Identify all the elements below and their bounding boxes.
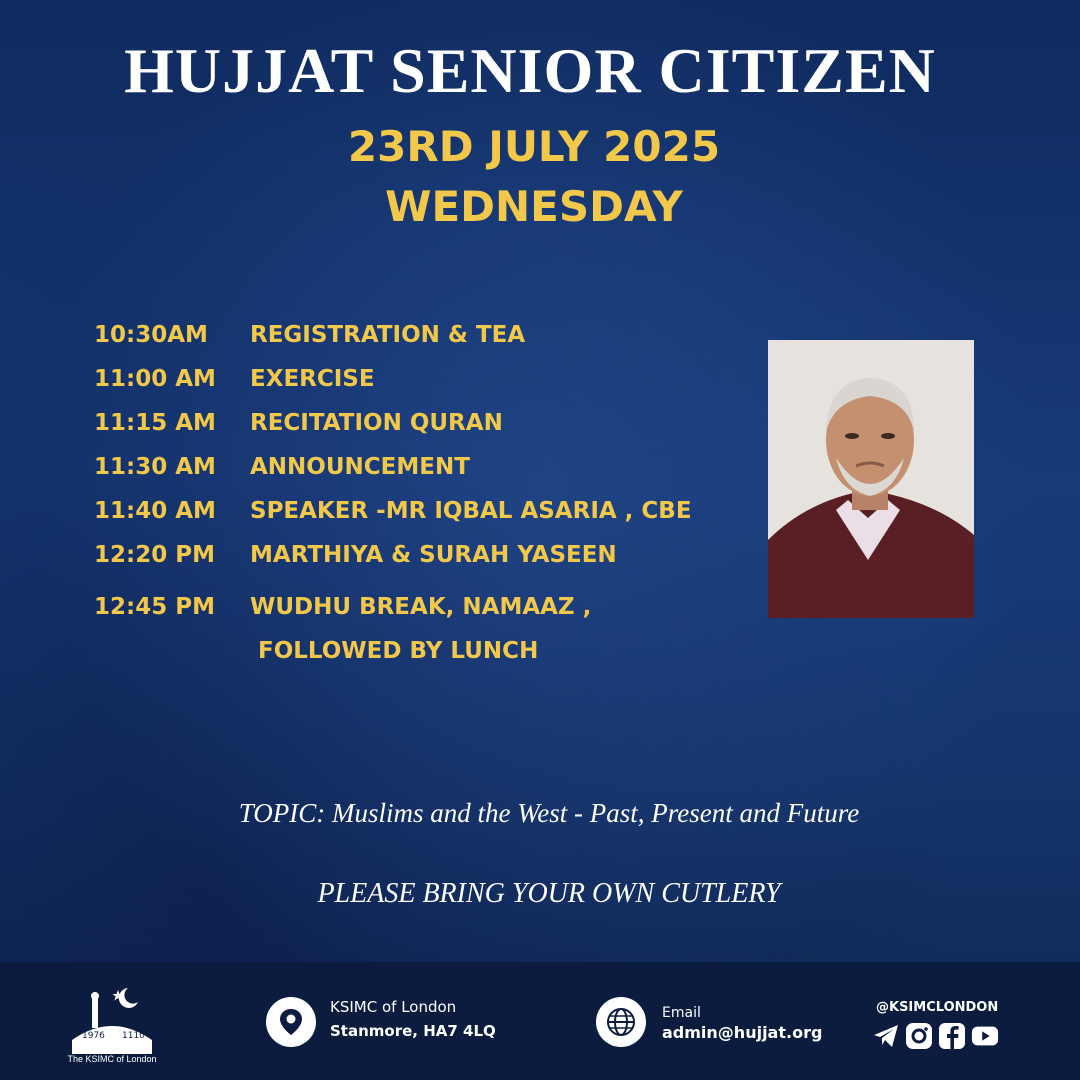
schedule-time: 10:30AM: [94, 322, 208, 348]
social-handle: @KSIMCLONDON: [876, 1000, 999, 1015]
event-title: HUJJAT SENIOR CITIZEN: [124, 35, 936, 106]
schedule-activity: EXERCISE: [250, 366, 375, 392]
schedule-time: 11:40 AM: [94, 498, 216, 524]
footer-bar: [0, 962, 1080, 1080]
schedule-time: 11:00 AM: [94, 366, 216, 392]
schedule-time: 12:20 PM: [94, 542, 215, 568]
youtube-icon[interactable]: [971, 1022, 999, 1050]
speaker-photo: [768, 340, 974, 618]
email-label: Email: [662, 1005, 701, 1021]
facebook-icon[interactable]: [938, 1022, 966, 1050]
email-link[interactable]: admin@hujjat.org: [662, 1023, 823, 1042]
schedule-activity-continued: FOLLOWED BY LUNCH: [258, 638, 539, 664]
social-icons: [872, 1022, 999, 1050]
telegram-icon[interactable]: [872, 1022, 900, 1050]
event-date: 23RD JULY 2025: [347, 122, 721, 171]
globe-icon: [596, 997, 646, 1047]
logo-year-right: 1110: [122, 1031, 145, 1041]
map-pin-icon: [266, 997, 316, 1047]
schedule-activity: WUDHU BREAK, NAMAAZ ,: [250, 594, 592, 620]
schedule-activity: RECITATION QURAN: [250, 410, 503, 436]
schedule-activity: MARTHIYA & SURAH YASEEN: [250, 542, 617, 568]
speaker-portrait-illustration: [768, 340, 974, 618]
cutlery-notice: PLEASE BRING YOUR OWN CUTLERY: [317, 878, 781, 909]
logo-caption: The KSIMC of London: [67, 1054, 157, 1064]
address-name: KSIMC of London: [330, 998, 457, 1016]
topic-text: TOPIC: Muslims and the West - Past, Present and Future: [238, 798, 860, 828]
event-day: WEDNESDAY: [385, 182, 683, 231]
schedule-activity: ANNOUNCEMENT: [250, 454, 470, 480]
schedule-activity: REGISTRATION & TEA: [250, 322, 526, 348]
instagram-icon[interactable]: [905, 1022, 933, 1050]
schedule-time: 11:30 AM: [94, 454, 216, 480]
schedule-activity: SPEAKER -MR IQBAL ASARIA , CBE: [250, 498, 692, 524]
logo-year-left: 1976: [82, 1031, 105, 1041]
schedule-time: 11:15 AM: [94, 410, 216, 436]
address-line: Stanmore, HA7 4LQ: [330, 1022, 496, 1040]
schedule-time: 12:45 PM: [94, 594, 215, 620]
